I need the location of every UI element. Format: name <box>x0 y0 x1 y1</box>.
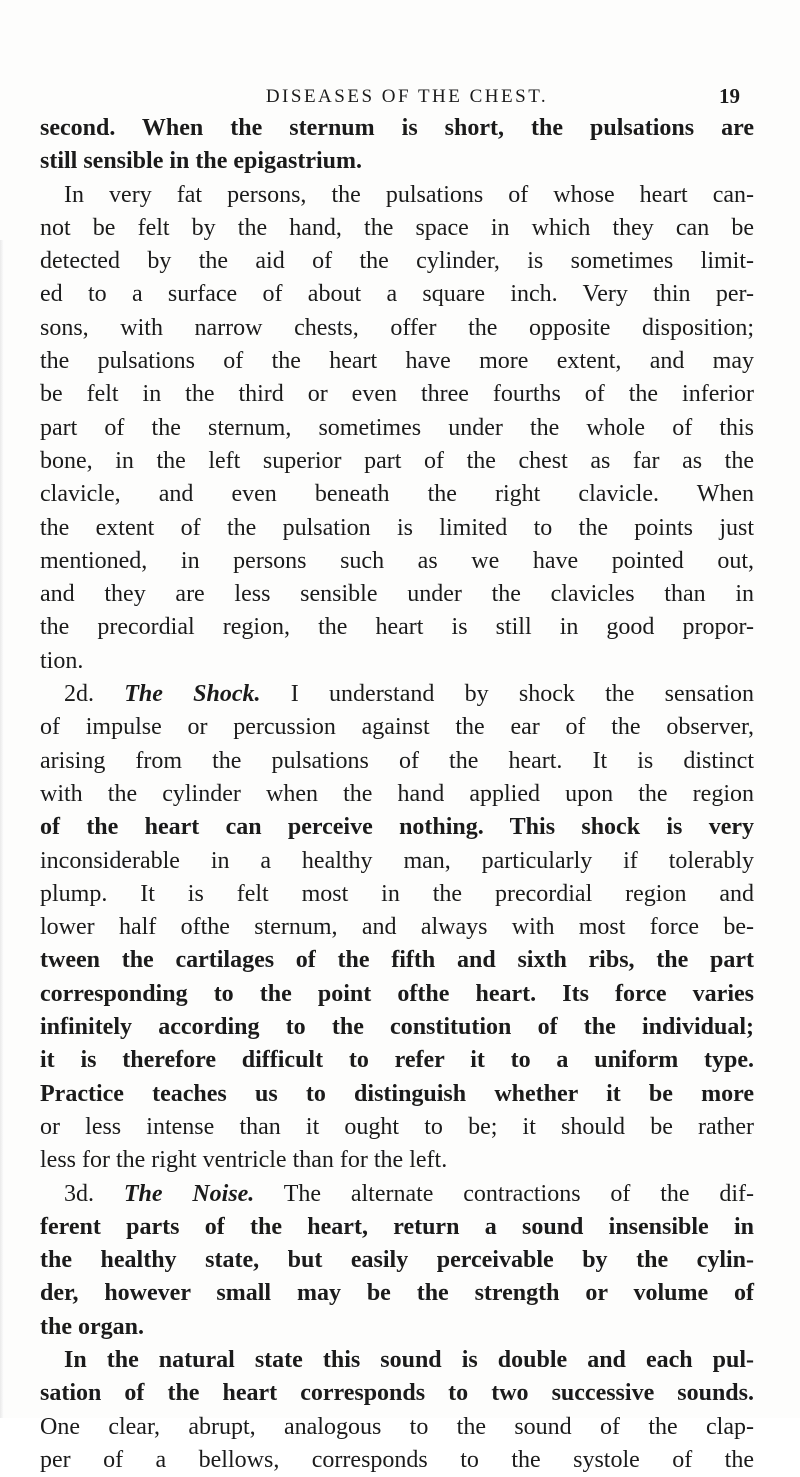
text-line: part of the sternum, sometimes under the whole of this <box>40 414 754 441</box>
text-line: bone, in the left superior part of the chest as far as the <box>40 447 754 474</box>
text-line: In the natural state this sound is double and each pul- <box>64 1346 754 1373</box>
section-text: I understand by shock the sensation <box>260 681 754 708</box>
text-line: the organ. <box>40 1313 144 1340</box>
text-line: or less intense than it ought to be; it should be rather <box>40 1113 754 1140</box>
running-head: DISEASES OF THE CHEST. <box>265 86 549 107</box>
text-line: second. When the sternum is short, the pulsations are <box>40 115 754 141</box>
text-line: tion. <box>40 647 84 674</box>
section-number: 3d. <box>64 1180 124 1207</box>
text-line: corresponding to the point ofthe heart. Its force varies <box>40 980 754 1007</box>
text-line: sation of the heart corresponds to two successive sounds. <box>40 1380 754 1407</box>
text-line: still sensible in the epigastrium. <box>40 148 363 175</box>
text-line: Practice teaches us to distinguish whether it be more <box>40 1080 754 1107</box>
text-line: der, however small may be the strength or volume of <box>40 1280 754 1307</box>
text-line: tween the cartilages of the fifth and sixth ribs, the part <box>40 947 754 974</box>
text-line: be felt in the third or even three fourths of the inferior <box>40 381 754 408</box>
text-line: infinitely according to the constitution of the individual; <box>40 1014 754 1041</box>
text-line: lower half ofthe sternum, and always with most force be- <box>40 914 754 941</box>
section-number: 2d. <box>64 681 125 708</box>
text-line: of impulse or percussion against the ear of the observer, <box>40 714 754 741</box>
text-line: and they are less sensible under the clavicles than in <box>40 581 754 608</box>
page-gutter-shadow <box>0 240 4 1418</box>
text-line: the precordial region, the heart is still in good propor- <box>40 614 754 641</box>
text-line: ed to a surface of about a square inch. Very thin per- <box>40 281 754 308</box>
text-line: it is therefore difficult to refer it to a uniform type. <box>40 1047 754 1074</box>
text-line: per of a bellows, corresponds to the systole of the <box>40 1446 754 1473</box>
text-line: plump. It is felt most in the precordial region and <box>40 880 754 907</box>
text-line: detected by the aid of the cylinder, is sometimes limit- <box>40 248 754 275</box>
text-line-shock-heading <box>40 678 754 711</box>
page-number: 19 <box>719 84 740 108</box>
text-line: not be felt by the hand, the space in which they can be <box>40 214 754 241</box>
text-line: In very fat persons, the pulsations of whose heart can- <box>64 181 754 208</box>
text-line: the healthy state, but easily perceivable by the cylin- <box>40 1247 754 1274</box>
section-title-shock: The Shock. <box>124 681 261 708</box>
text-line: the extent of the pulsation is limited to the points just <box>40 514 754 541</box>
text-line: sons, with narrow chests, offer the opposite disposition; <box>40 314 754 341</box>
text-line: of the heart can perceive nothing. This shock is very <box>40 814 754 841</box>
text-line: the pulsations of the heart have more extent, and may <box>40 348 754 375</box>
section-text: The alternate contractions of the dif- <box>254 1180 754 1207</box>
body-text <box>40 112 754 1477</box>
text-line-noise-heading <box>40 1178 754 1211</box>
text-line: less for the right ventricle than for the left. <box>40 1147 448 1174</box>
text-line: arising from the pulsations of the heart. It is distinct <box>40 747 754 774</box>
text-line: ferent parts of the heart, return a sound insensible in <box>40 1213 754 1240</box>
text-line: mentioned, in persons such as we have pointed out, <box>40 547 754 574</box>
section-title-noise: The Noise. <box>123 1180 255 1207</box>
text-line: inconsiderable in a healthy man, particularly if tolerably <box>40 847 754 874</box>
text-line: with the cylinder when the hand applied upon the region <box>40 780 754 807</box>
text-line: One clear, abrupt, analogous to the sound of the clap- <box>40 1413 754 1440</box>
text-line: clavicle, and even beneath the right clavicle. When <box>40 481 754 508</box>
